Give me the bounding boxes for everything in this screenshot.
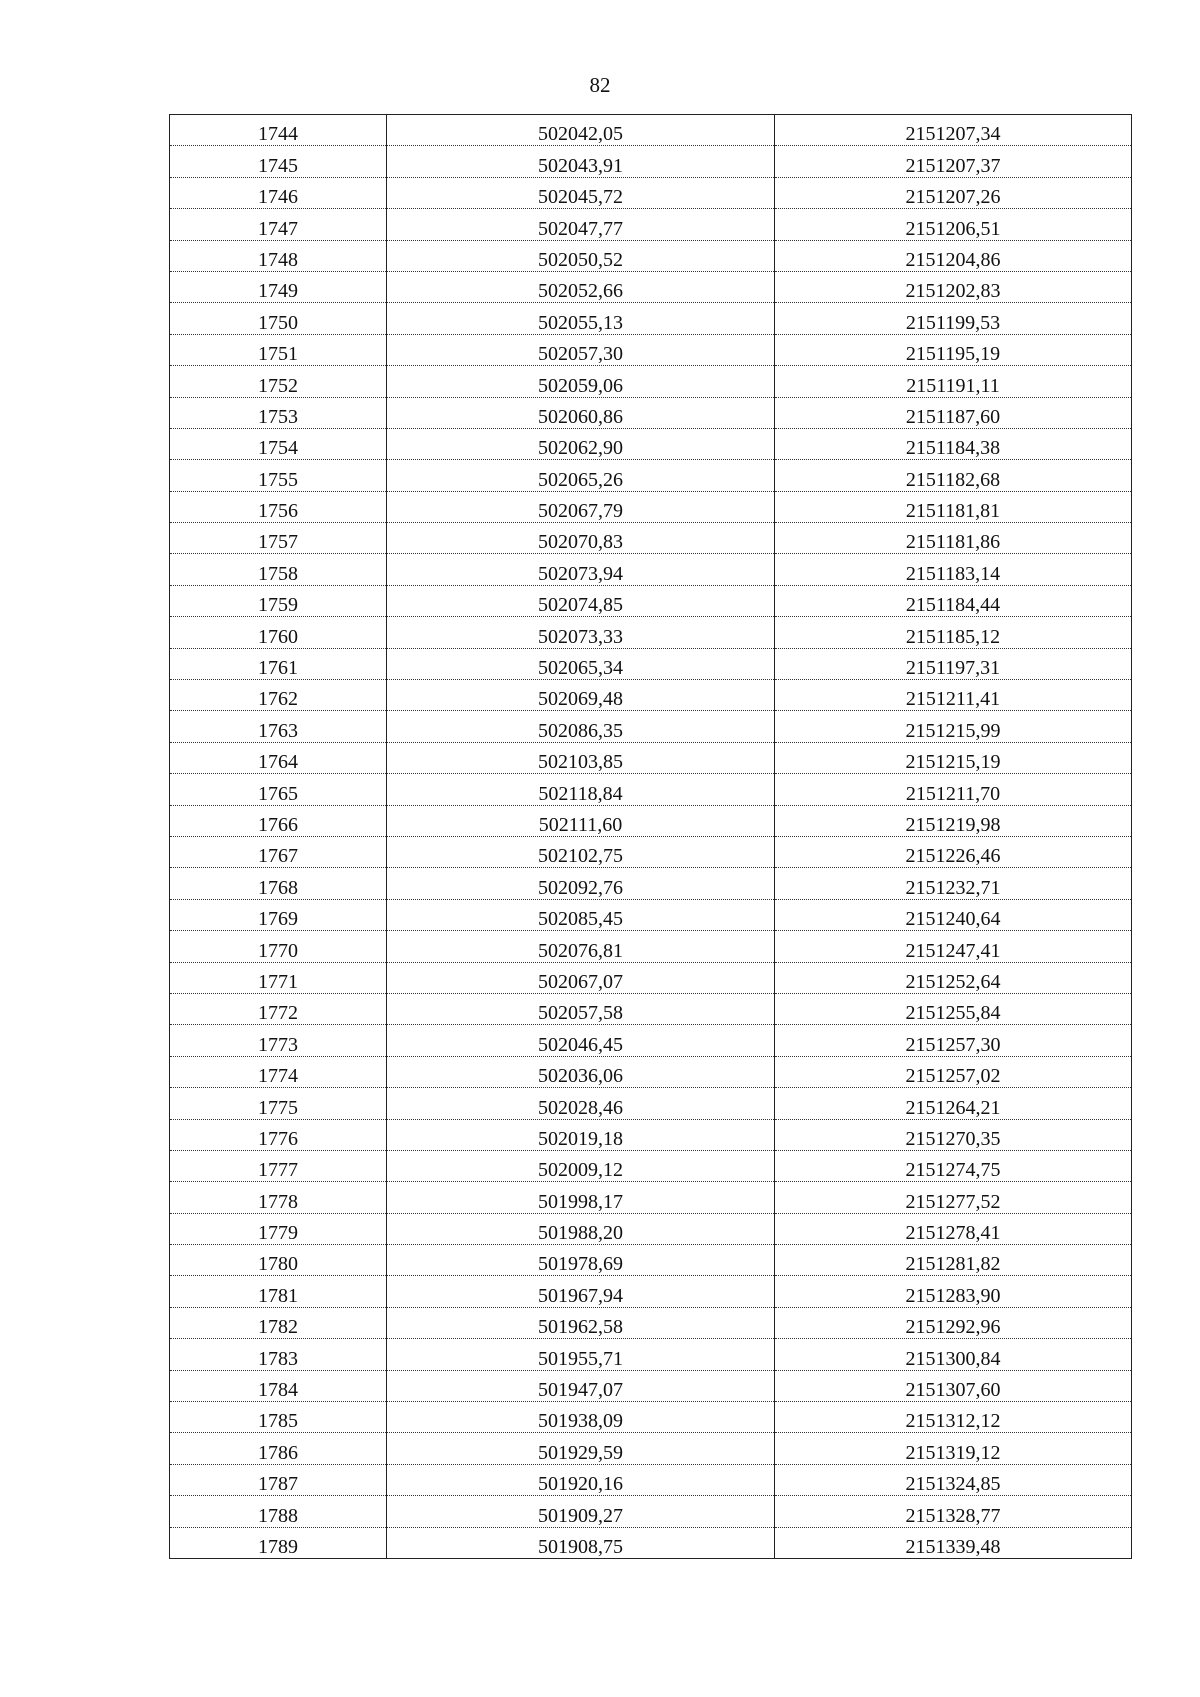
y-coordinate-cell: 2151270,35: [775, 1119, 1132, 1150]
point-number-cell: 1758: [170, 554, 387, 585]
x-coordinate-cell: 502055,13: [387, 303, 775, 334]
x-coordinate-cell: 502065,26: [387, 460, 775, 491]
x-coordinate-cell: 502092,76: [387, 868, 775, 899]
point-number-cell: 1765: [170, 774, 387, 805]
x-coordinate-cell: 501955,71: [387, 1339, 775, 1370]
table-row: [170, 209, 1132, 240]
table-row: [170, 1056, 1132, 1087]
point-number-cell: 1782: [170, 1307, 387, 1338]
y-coordinate-cell: 2151184,38: [775, 428, 1132, 459]
y-coordinate-cell: 2151207,26: [775, 177, 1132, 208]
table-row: [170, 1088, 1132, 1119]
table-row: [170, 931, 1132, 962]
y-coordinate-cell: 2151226,46: [775, 836, 1132, 867]
x-coordinate-cell: 502046,45: [387, 1025, 775, 1056]
x-coordinate-cell: 502050,52: [387, 240, 775, 271]
coordinates-table-body: [170, 115, 1132, 1559]
y-coordinate-cell: 2151184,44: [775, 585, 1132, 616]
x-coordinate-cell: 502102,75: [387, 836, 775, 867]
y-coordinate-cell: 2151257,30: [775, 1025, 1132, 1056]
y-coordinate-cell: 2151307,60: [775, 1370, 1132, 1401]
point-number-cell: 1754: [170, 428, 387, 459]
x-coordinate-cell: 501947,07: [387, 1370, 775, 1401]
point-number-cell: 1745: [170, 146, 387, 177]
x-coordinate-cell: 501978,69: [387, 1245, 775, 1276]
y-coordinate-cell: 2151328,77: [775, 1496, 1132, 1527]
x-coordinate-cell: 502028,46: [387, 1088, 775, 1119]
x-coordinate-cell: 502067,79: [387, 491, 775, 522]
point-number-cell: 1749: [170, 271, 387, 302]
point-number-cell: 1769: [170, 899, 387, 930]
table-row: [170, 1433, 1132, 1464]
point-number-cell: 1766: [170, 805, 387, 836]
point-number-cell: 1771: [170, 962, 387, 993]
y-coordinate-cell: 2151339,48: [775, 1527, 1132, 1558]
y-coordinate-cell: 2151281,82: [775, 1245, 1132, 1276]
point-number-cell: 1761: [170, 648, 387, 679]
table-row: [170, 1025, 1132, 1056]
x-coordinate-cell: 501920,16: [387, 1464, 775, 1495]
y-coordinate-cell: 2151187,60: [775, 397, 1132, 428]
y-coordinate-cell: 2151274,75: [775, 1150, 1132, 1181]
x-coordinate-cell: 501967,94: [387, 1276, 775, 1307]
y-coordinate-cell: 2151255,84: [775, 993, 1132, 1024]
table-row: [170, 1150, 1132, 1181]
table-row: [170, 711, 1132, 742]
table-row: [170, 366, 1132, 397]
y-coordinate-cell: 2151199,53: [775, 303, 1132, 334]
point-number-cell: 1789: [170, 1527, 387, 1558]
x-coordinate-cell: 502052,66: [387, 271, 775, 302]
point-number-cell: 1746: [170, 177, 387, 208]
table-row: [170, 397, 1132, 428]
point-number-cell: 1784: [170, 1370, 387, 1401]
table-row: [170, 1339, 1132, 1370]
x-coordinate-cell: 502036,06: [387, 1056, 775, 1087]
table-row: [170, 899, 1132, 930]
x-coordinate-cell: 502073,94: [387, 554, 775, 585]
x-coordinate-cell: 502009,12: [387, 1150, 775, 1181]
y-coordinate-cell: 2151197,31: [775, 648, 1132, 679]
table-row: [170, 585, 1132, 616]
x-coordinate-cell: 502069,48: [387, 680, 775, 711]
point-number-cell: 1773: [170, 1025, 387, 1056]
y-coordinate-cell: 2151312,12: [775, 1402, 1132, 1433]
x-coordinate-cell: 501938,09: [387, 1402, 775, 1433]
point-number-cell: 1763: [170, 711, 387, 742]
table-row: [170, 334, 1132, 365]
point-number-cell: 1757: [170, 523, 387, 554]
table-row: [170, 1276, 1132, 1307]
y-coordinate-cell: 2151264,21: [775, 1088, 1132, 1119]
point-number-cell: 1759: [170, 585, 387, 616]
point-number-cell: 1777: [170, 1150, 387, 1181]
table-row: [170, 836, 1132, 867]
point-number-cell: 1760: [170, 617, 387, 648]
table-row: [170, 303, 1132, 334]
y-coordinate-cell: 2151257,02: [775, 1056, 1132, 1087]
y-coordinate-cell: 2151202,83: [775, 271, 1132, 302]
x-coordinate-cell: 502057,58: [387, 993, 775, 1024]
table-row: [170, 491, 1132, 522]
x-coordinate-cell: 501929,59: [387, 1433, 775, 1464]
point-number-cell: 1755: [170, 460, 387, 491]
x-coordinate-cell: 502086,35: [387, 711, 775, 742]
point-number-cell: 1768: [170, 868, 387, 899]
y-coordinate-cell: 2151207,37: [775, 146, 1132, 177]
table-row: [170, 146, 1132, 177]
x-coordinate-cell: 502111,60: [387, 805, 775, 836]
table-row: [170, 774, 1132, 805]
y-coordinate-cell: 2151215,99: [775, 711, 1132, 742]
y-coordinate-cell: 2151277,52: [775, 1182, 1132, 1213]
x-coordinate-cell: 501998,17: [387, 1182, 775, 1213]
table-row: [170, 680, 1132, 711]
point-number-cell: 1785: [170, 1402, 387, 1433]
point-number-cell: 1770: [170, 931, 387, 962]
y-coordinate-cell: 2151181,81: [775, 491, 1132, 522]
table-row: [170, 271, 1132, 302]
point-number-cell: 1748: [170, 240, 387, 271]
y-coordinate-cell: 2151324,85: [775, 1464, 1132, 1495]
x-coordinate-cell: 502062,90: [387, 428, 775, 459]
x-coordinate-cell: 502085,45: [387, 899, 775, 930]
x-coordinate-cell: 502047,77: [387, 209, 775, 240]
coordinates-table: [169, 114, 1132, 1559]
y-coordinate-cell: 2151300,84: [775, 1339, 1132, 1370]
point-number-cell: 1786: [170, 1433, 387, 1464]
x-coordinate-cell: 502073,33: [387, 617, 775, 648]
x-coordinate-cell: 502059,06: [387, 366, 775, 397]
table-row: [170, 428, 1132, 459]
x-coordinate-cell: 502060,86: [387, 397, 775, 428]
point-number-cell: 1752: [170, 366, 387, 397]
y-coordinate-cell: 2151292,96: [775, 1307, 1132, 1338]
y-coordinate-cell: 2151215,19: [775, 742, 1132, 773]
y-coordinate-cell: 2151211,70: [775, 774, 1132, 805]
y-coordinate-cell: 2151204,86: [775, 240, 1132, 271]
table-row: [170, 460, 1132, 491]
point-number-cell: 1779: [170, 1213, 387, 1244]
point-number-cell: 1762: [170, 680, 387, 711]
point-number-cell: 1756: [170, 491, 387, 522]
table-row: [170, 962, 1132, 993]
table-row: [170, 1402, 1132, 1433]
y-coordinate-cell: 2151319,12: [775, 1433, 1132, 1464]
point-number-cell: 1750: [170, 303, 387, 334]
table-row: [170, 554, 1132, 585]
x-coordinate-cell: 502103,85: [387, 742, 775, 773]
point-number-cell: 1783: [170, 1339, 387, 1370]
y-coordinate-cell: 2151232,71: [775, 868, 1132, 899]
table-row: [170, 805, 1132, 836]
point-number-cell: 1781: [170, 1276, 387, 1307]
table-row: [170, 1527, 1132, 1558]
table-row: [170, 1245, 1132, 1276]
table-row: [170, 1182, 1132, 1213]
table-row: [170, 1213, 1132, 1244]
y-coordinate-cell: 2151252,64: [775, 962, 1132, 993]
y-coordinate-cell: 2151240,64: [775, 899, 1132, 930]
x-coordinate-cell: 501909,27: [387, 1496, 775, 1527]
x-coordinate-cell: 502019,18: [387, 1119, 775, 1150]
table-row: [170, 742, 1132, 773]
y-coordinate-cell: 2151182,68: [775, 460, 1132, 491]
table-row: [170, 115, 1132, 146]
point-number-cell: 1787: [170, 1464, 387, 1495]
point-number-cell: 1775: [170, 1088, 387, 1119]
y-coordinate-cell: 2151181,86: [775, 523, 1132, 554]
x-coordinate-cell: 502043,91: [387, 146, 775, 177]
x-coordinate-cell: 501988,20: [387, 1213, 775, 1244]
table-row: [170, 993, 1132, 1024]
y-coordinate-cell: 2151283,90: [775, 1276, 1132, 1307]
table-row: [170, 617, 1132, 648]
x-coordinate-cell: 502042,05: [387, 115, 775, 146]
point-number-cell: 1776: [170, 1119, 387, 1150]
point-number-cell: 1780: [170, 1245, 387, 1276]
point-number-cell: 1764: [170, 742, 387, 773]
table-row: [170, 1119, 1132, 1150]
y-coordinate-cell: 2151207,34: [775, 115, 1132, 146]
x-coordinate-cell: 502067,07: [387, 962, 775, 993]
x-coordinate-cell: 502074,85: [387, 585, 775, 616]
table-row: [170, 648, 1132, 679]
table-row: [170, 1307, 1132, 1338]
x-coordinate-cell: 502057,30: [387, 334, 775, 365]
x-coordinate-cell: 501962,58: [387, 1307, 775, 1338]
x-coordinate-cell: 502118,84: [387, 774, 775, 805]
point-number-cell: 1753: [170, 397, 387, 428]
y-coordinate-cell: 2151211,41: [775, 680, 1132, 711]
y-coordinate-cell: 2151219,98: [775, 805, 1132, 836]
point-number-cell: 1747: [170, 209, 387, 240]
point-number-cell: 1774: [170, 1056, 387, 1087]
table-row: [170, 523, 1132, 554]
x-coordinate-cell: 501908,75: [387, 1527, 775, 1558]
y-coordinate-cell: 2151278,41: [775, 1213, 1132, 1244]
x-coordinate-cell: 502070,83: [387, 523, 775, 554]
x-coordinate-cell: 502065,34: [387, 648, 775, 679]
table-row: [170, 868, 1132, 899]
table-row: [170, 177, 1132, 208]
y-coordinate-cell: 2151183,14: [775, 554, 1132, 585]
table-row: [170, 240, 1132, 271]
x-coordinate-cell: 502045,72: [387, 177, 775, 208]
point-number-cell: 1767: [170, 836, 387, 867]
y-coordinate-cell: 2151195,19: [775, 334, 1132, 365]
y-coordinate-cell: 2151185,12: [775, 617, 1132, 648]
table-row: [170, 1496, 1132, 1527]
table-row: [170, 1370, 1132, 1401]
y-coordinate-cell: 2151191,11: [775, 366, 1132, 397]
point-number-cell: 1772: [170, 993, 387, 1024]
y-coordinate-cell: 2151247,41: [775, 931, 1132, 962]
point-number-cell: 1751: [170, 334, 387, 365]
x-coordinate-cell: 502076,81: [387, 931, 775, 962]
y-coordinate-cell: 2151206,51: [775, 209, 1132, 240]
table-row: [170, 1464, 1132, 1495]
point-number-cell: 1778: [170, 1182, 387, 1213]
point-number-cell: 1788: [170, 1496, 387, 1527]
page-number: 82: [589, 73, 611, 97]
point-number-cell: 1744: [170, 115, 387, 146]
